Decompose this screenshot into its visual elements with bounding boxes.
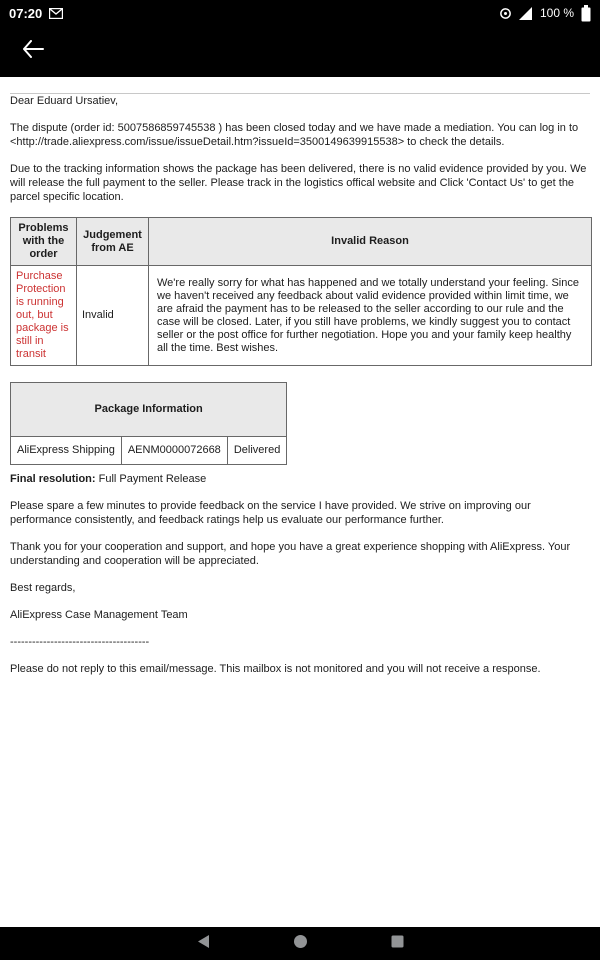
nav-home-button[interactable] <box>291 935 309 953</box>
header-judgement: Judgement from AE <box>77 218 149 266</box>
data-saver-icon <box>499 7 512 20</box>
nav-back-icon <box>197 934 210 954</box>
nav-home-icon <box>293 934 308 954</box>
closing: Best regards, <box>10 582 76 594</box>
header-invalid-reason: Invalid Reason <box>149 218 592 266</box>
app-bar <box>0 26 600 77</box>
cell-reason: We're really sorry for what has happened and we totally understand your feeling. Since we haven't received any feedback about valid evidence provided within limit time, we are afraid the payment has to be released to the seller according to our rule and the case will be closed. Later, if you still have problems, we kindly suggest you to contact seller or the post office for further negotiation. Hope you and your family keep healthy all the time. Best wishes. <box>149 266 592 366</box>
nav-back-button[interactable] <box>194 935 212 953</box>
dispute-table-header-row <box>11 218 592 266</box>
paragraph-tracking-info: Due to the tracking information shows the package has been delivered, there is no valid evidence provided by you. We will release the full payment to the seller. Please track in the logistics offical website and Click 'Contact Us' to get the parcel specific location. <box>10 163 587 203</box>
final-resolution-value: Full Payment Release <box>95 473 207 485</box>
dispute-table-row <box>11 266 592 366</box>
header-problems: Problems with the order <box>11 218 77 266</box>
final-resolution-label: Final resolution: <box>10 473 96 485</box>
status-bar <box>0 0 600 26</box>
nav-recents-button[interactable] <box>388 935 406 953</box>
email-notification-icon <box>49 8 63 19</box>
cell-problem: Purchase Protection is running out, but package is still in transit <box>11 266 77 366</box>
battery-icon <box>581 5 591 22</box>
paragraph-feedback-request: Please spare a few minutes to provide feedback on the service I have provided. We strive on improving our performance consistently, and feedback ratings help us evaluate our performance further. <box>10 500 531 526</box>
package-info-table <box>10 382 287 465</box>
signal-icon <box>519 7 533 20</box>
salutation: Dear Eduard Ursatiev, <box>10 95 119 107</box>
package-info-title: Package Information <box>11 383 287 437</box>
dispute-table <box>10 217 592 366</box>
battery-percent: 100 % <box>539 6 574 20</box>
package-table-row <box>11 437 287 465</box>
back-arrow-icon <box>22 40 44 63</box>
nav-recents-icon <box>391 935 404 953</box>
package-table-header-row <box>11 383 287 437</box>
cell-delivery-status: Delivered <box>227 437 286 465</box>
cell-carrier: AliExpress Shipping <box>11 437 122 465</box>
signature: AliExpress Case Management Team <box>10 609 188 621</box>
final-resolution <box>10 472 590 486</box>
back-button[interactable] <box>18 37 48 67</box>
paragraph-dispute-closed: The dispute (order id: 5007586859745538 ) has been closed today and we have made a mediation. You can log in to <http://trade.aliexpress.com/issue/issueDetail.htm?issueId=3500149639915538> to check the details. <box>10 122 579 148</box>
navigation-bar <box>0 927 600 960</box>
message-body <box>0 77 600 927</box>
no-reply-notice: Please do not reply to this email/message. This mailbox is not monitored and you will not receive a response. <box>10 663 541 675</box>
cell-tracking-number: AENM0000072668 <box>121 437 227 465</box>
cell-judgement: Invalid <box>77 266 149 366</box>
paragraph-thank-you: Thank you for your cooperation and support, and hope you have a great experience shopping with AliExpress. Your understanding and cooperation will be appreciated. <box>10 541 571 567</box>
status-time: 07:20 <box>9 5 43 21</box>
separator-line: -------------------------------------- <box>10 636 150 648</box>
